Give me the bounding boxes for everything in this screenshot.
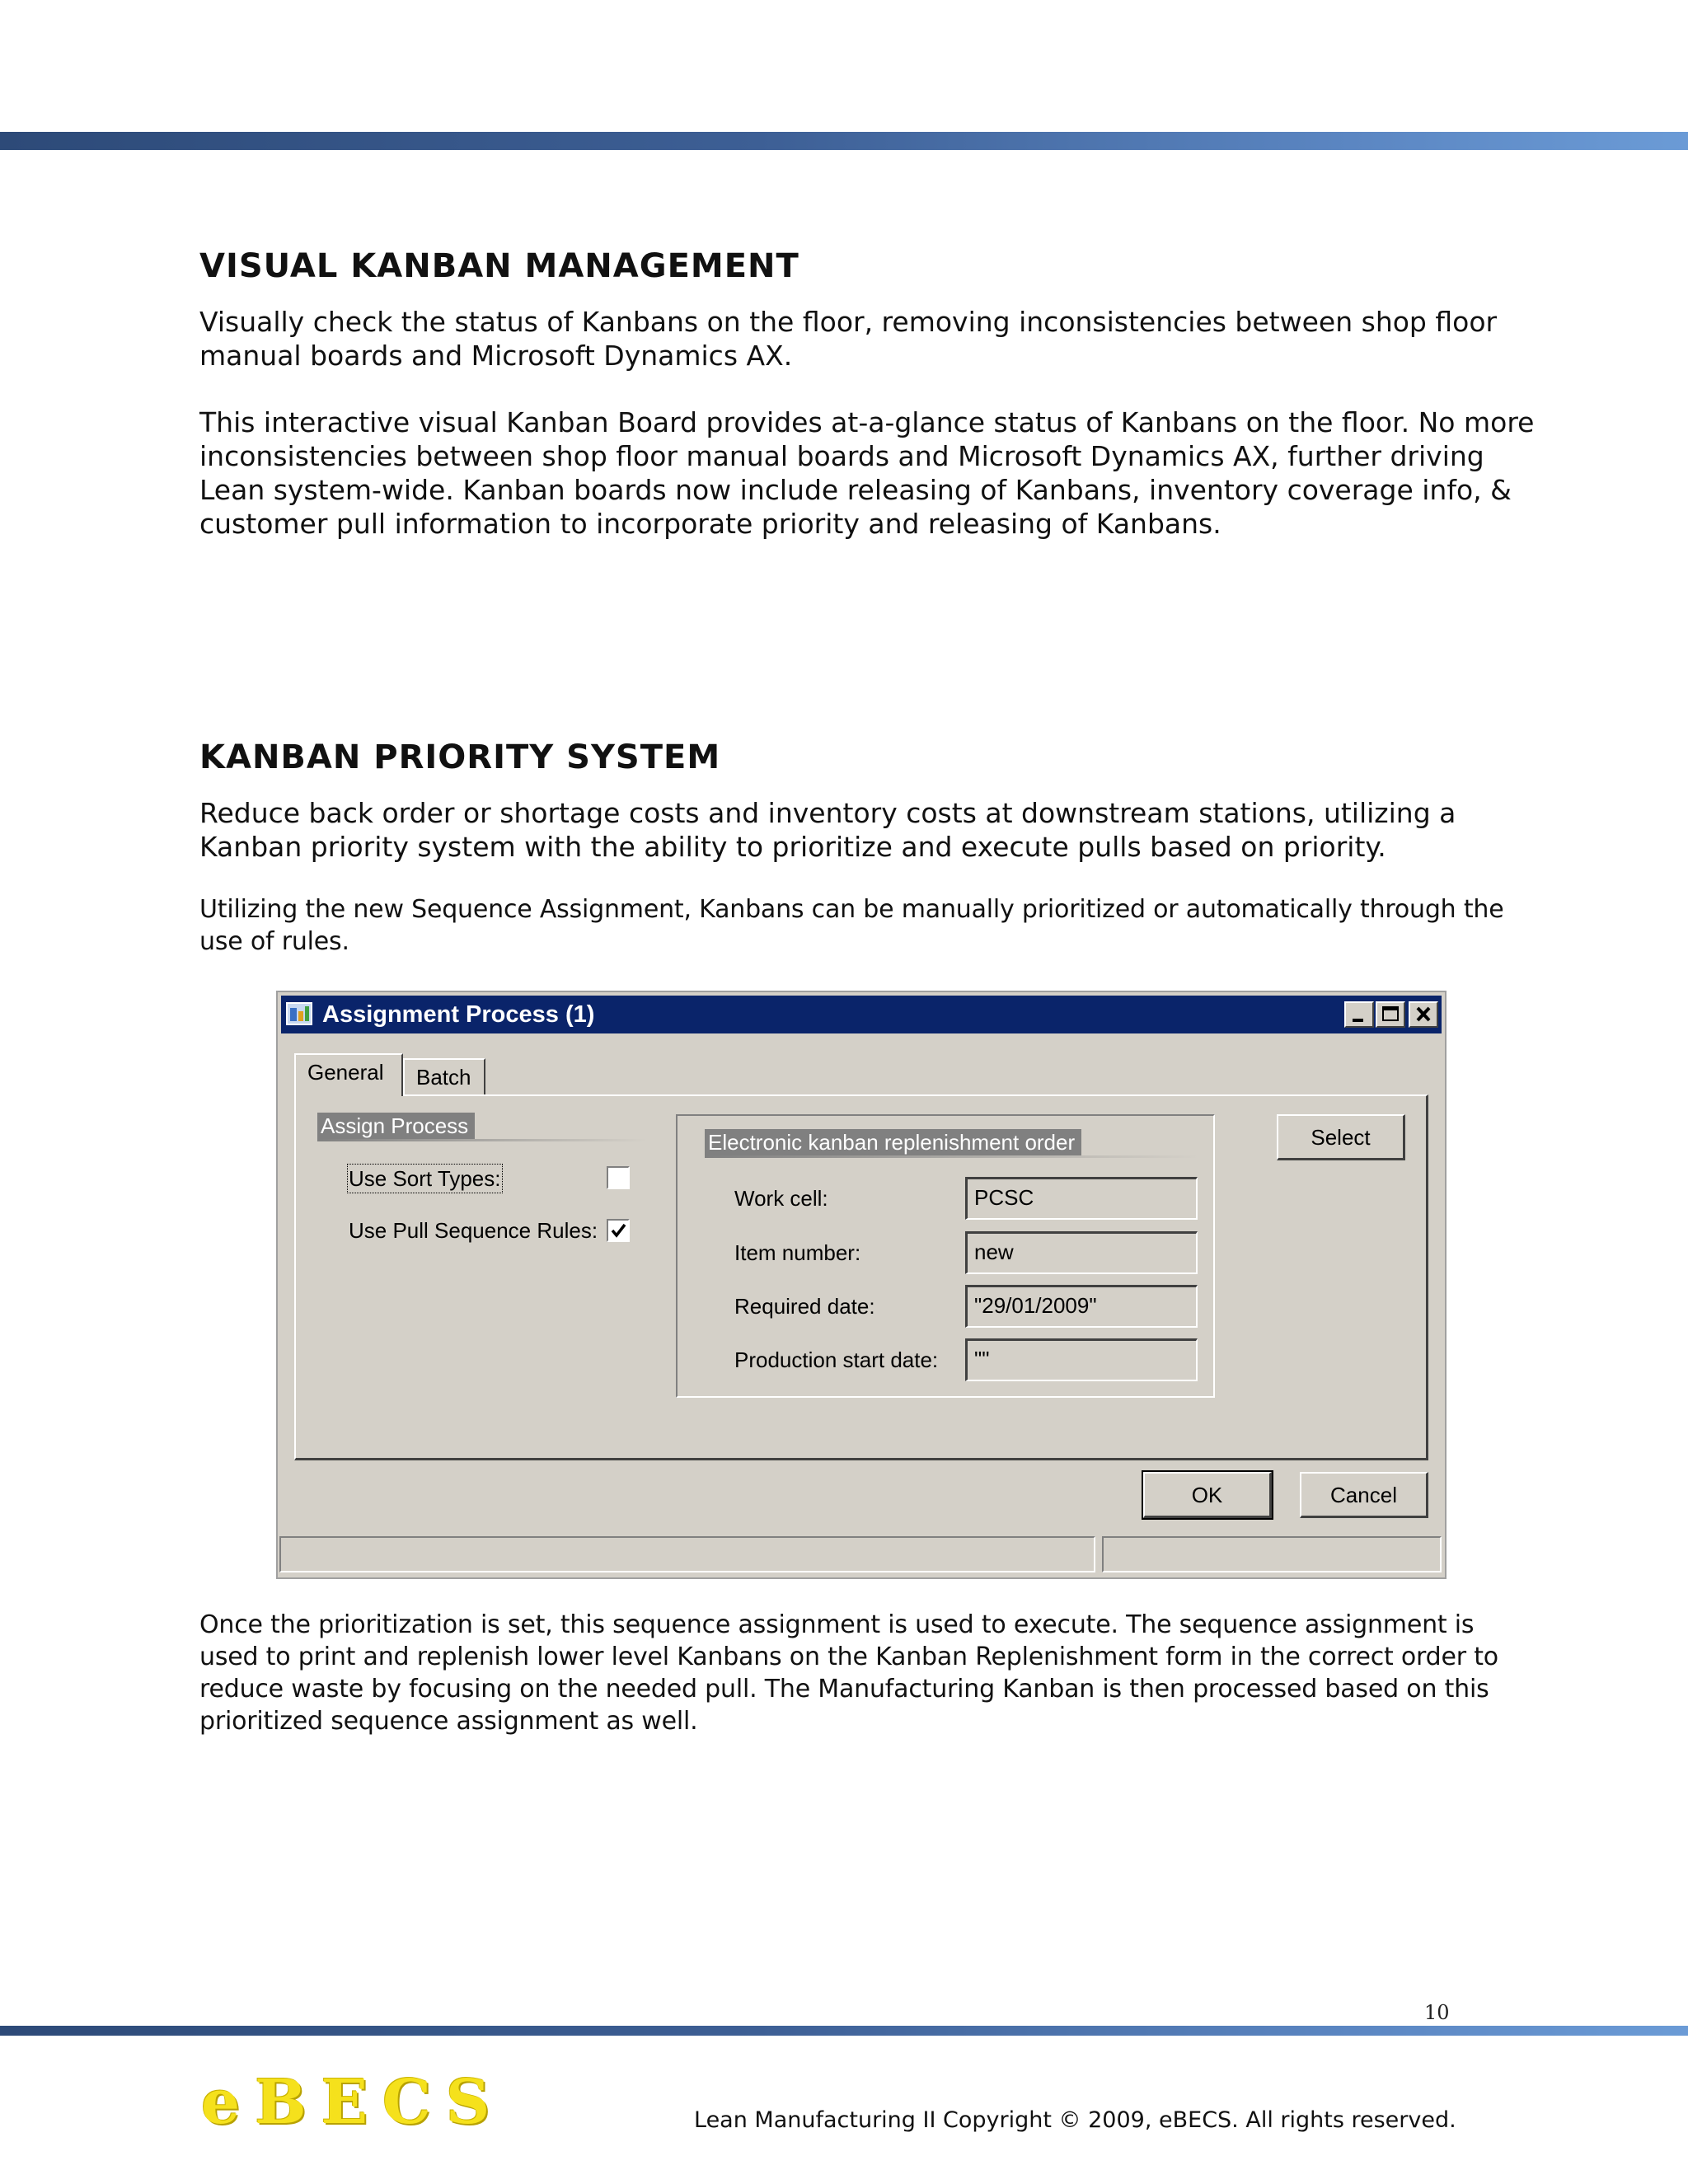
use-pull-sequence-rules-label: Use Pull Sequence Rules: [349,1218,598,1243]
assignment-process-dialog [276,991,1447,1579]
item-number-field[interactable]: new [965,1231,1198,1274]
tab-batch[interactable]: Batch [403,1058,485,1094]
cancel-button[interactable]: Cancel [1300,1472,1428,1518]
footer-band [0,2026,1688,2036]
maximize-icon [1377,1003,1404,1026]
group-divider [317,1139,647,1141]
required-date-field[interactable]: "29/01/2009" [965,1285,1198,1328]
app-icon [286,1001,314,1028]
production-start-date-label: Production start date: [734,1347,939,1372]
dialog-titlebar [281,996,1442,1033]
page-number: 10 [1424,2001,1450,2024]
copyright-notice: Lean Manufacturing II Copyright © 2009, eBECS. All rights reserved. [694,2107,1456,2133]
close-icon [1410,1003,1437,1026]
minimize-icon [1346,1003,1372,1026]
checkmark-icon [609,1221,627,1240]
minimize-button[interactable] [1344,1001,1374,1028]
ebecs-logo: eBECS [201,2067,505,2138]
production-start-date-field[interactable]: "" [965,1338,1198,1381]
group-divider [705,1155,1199,1158]
tab-general[interactable]: General [294,1053,403,1096]
item-number-label: Item number: [734,1240,861,1265]
work-cell-label: Work cell: [734,1186,828,1211]
ok-button[interactable]: OK [1143,1472,1272,1518]
dialog-title: Assignment Process (1) [322,1001,595,1028]
header-band [0,132,1688,150]
use-sort-types-checkbox[interactable] [607,1166,630,1189]
select-button[interactable]: Select [1277,1114,1405,1160]
closing-paragraph: Once the prioritization is set, this sequence assignment is used to execute. The sequence assignment is used to print and replenish lower level Kanbans on the Kanban Replenishment form in the correct order to reduce waste by focusing on the needed pull. The Manufacturing Kanban is then processed based on this prioritized sequence assignment as well. [199,1610,1498,1736]
assign-process-group-label: Assign Process [317,1113,475,1139]
status-bar-main [279,1536,1095,1572]
replenishment-order-group-label: Electronic kanban replenishment order [705,1129,1081,1155]
section-heading-visual-kanban: VISUAL KANBAN MANAGEMENT [199,247,799,285]
section-heading-priority-system: KANBAN PRIORITY SYSTEM [199,738,721,776]
section-body-paragraph: This interactive visual Kanban Board provides at-a-glance status of Kanbans on the floor. No more inconsistencies between shop floor manual boards and Microsoft Dynamics AX, further driving Lean system-wide. Kanban boards now include releasing of Kanbans, inventory coverage info, & customer pull information to incorporate priority and releasing of Kanbans. [199,406,1535,540]
work-cell-field[interactable]: PCSC [965,1177,1198,1220]
maximize-button[interactable] [1376,1001,1405,1028]
status-bar-secondary [1102,1536,1442,1572]
use-sort-types-label: Use Sort Types: [349,1166,501,1191]
section-body-paragraph: Utilizing the new Sequence Assignment, Kanbans can be manually prioritized or automatically through the use of rules. [199,895,1504,956]
close-button[interactable] [1409,1001,1438,1028]
use-pull-sequence-rules-checkbox[interactable] [607,1219,630,1242]
section-intro-paragraph: Reduce back order or shortage costs and inventory costs at downstream stations, utilizing a Kanban priority system with the ability to prioritize and execute pulls based on priority. [199,797,1456,863]
section-intro-paragraph: Visually check the status of Kanbans on the floor, removing inconsistencies between shop floor manual boards and Microsoft Dynamics AX. [199,306,1498,372]
required-date-label: Required date: [734,1294,875,1319]
